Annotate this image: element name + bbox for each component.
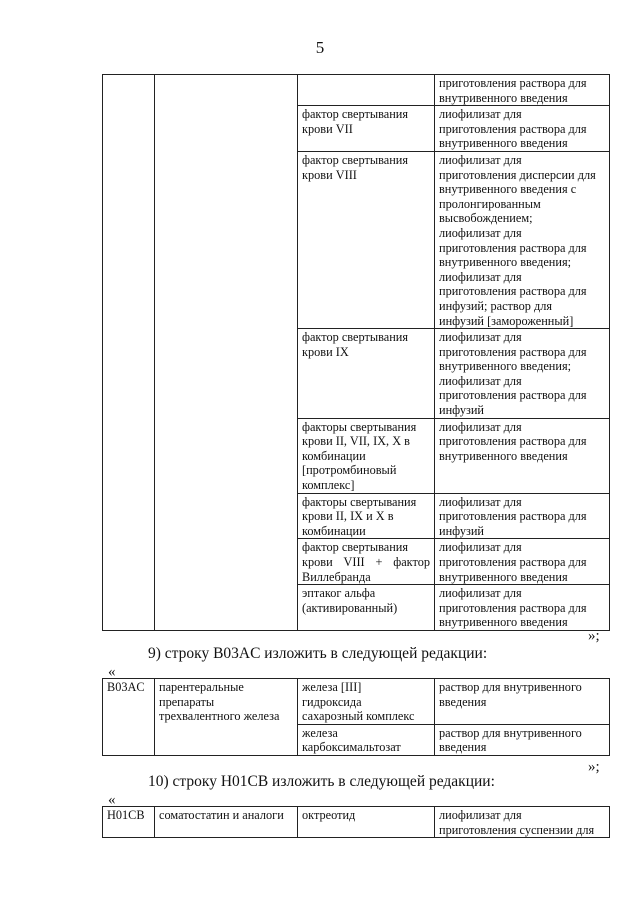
drug-table-b03ac: [102, 678, 610, 756]
paragraph-item-10: 10) строку H01CB изложить в следующей редакции:: [148, 773, 495, 790]
dosage-form-cell: лиофилизат для приготовления дисперсии для внутривенного введения с пролонгированным высвобождением; лиофилизат для приготовления раствора для внутривенного введения; лиофилизат для приготовления раствора для инфузий; раствор для инфузий [замороженный]: [435, 151, 610, 328]
dosage-form-cell: приготовления раствора для внутривенного введения: [435, 75, 610, 106]
drug-name-cell: октреотид: [298, 807, 435, 838]
table-row: [103, 679, 610, 725]
drug-name-cell: эптаког альфа (активированный): [298, 585, 435, 631]
dosage-form-cell: лиофилизат для приготовления раствора для инфузий: [435, 493, 610, 539]
atc-code-cell: [103, 75, 155, 631]
opening-quote: «: [108, 792, 116, 808]
drug-table-h01cb: [102, 806, 610, 838]
opening-quote: «: [108, 664, 116, 680]
dosage-form-cell: раствор для внутривенного введения: [435, 679, 610, 725]
closing-quote: »;: [588, 628, 600, 644]
drug-name-cell: железа [III] гидроксида сахарозный комплекс: [298, 679, 435, 725]
dosage-form-cell: лиофилизат для приготовления раствора для внутривенного введения: [435, 539, 610, 585]
dosage-form-cell: лиофилизат для приготовления раствора для внутривенного введения; лиофилизат для приготовления раствора для инфузий: [435, 329, 610, 419]
atc-group-cell: соматостатин и аналоги: [155, 807, 298, 838]
dosage-form-cell: лиофилизат для приготовления раствора для внутривенного введения: [435, 585, 610, 631]
page-number: 5: [315, 38, 325, 57]
drug-name-cell: факторы свертывания крови II, VII, IX, X в комбинации [протромбиновый комплекс]: [298, 418, 435, 493]
drug-name-cell: железа карбоксимальтозат: [298, 724, 435, 755]
paragraph-item-9: 9) строку B03AC изложить в следующей редакции:: [148, 645, 488, 662]
table-row: [103, 807, 610, 838]
drug-table-continuation: [102, 74, 610, 631]
drug-name-cell: [298, 75, 435, 106]
dosage-form-cell: лиофилизат для приготовления раствора для внутривенного введения: [435, 418, 610, 493]
atc-code-cell: H01CB: [103, 807, 155, 838]
dosage-form-cell: лиофилизат для приготовления суспензии для: [435, 807, 610, 838]
drug-name-cell: факторы свертывания крови II, IX и X в комбинации: [298, 493, 435, 539]
closing-quote: »;: [588, 759, 600, 775]
drug-name-cell: фактор свертывания крови VIII: [298, 151, 435, 328]
drug-name-cell: фактор свертывания крови VII: [298, 106, 435, 152]
dosage-form-cell: лиофилизат для приготовления раствора для внутривенного введения: [435, 106, 610, 152]
drug-name-cell: фактор свертывания крови VIII + фактор Виллебранда: [298, 539, 435, 585]
atc-code-cell: B03AC: [103, 679, 155, 756]
dosage-form-cell: раствор для внутривенного введения: [435, 724, 610, 755]
table-row: [103, 75, 610, 106]
atc-group-cell: парентеральные препараты трехвалентного железа: [155, 679, 298, 756]
drug-name-cell: фактор свертывания крови IX: [298, 329, 435, 419]
atc-group-cell: [155, 75, 298, 631]
